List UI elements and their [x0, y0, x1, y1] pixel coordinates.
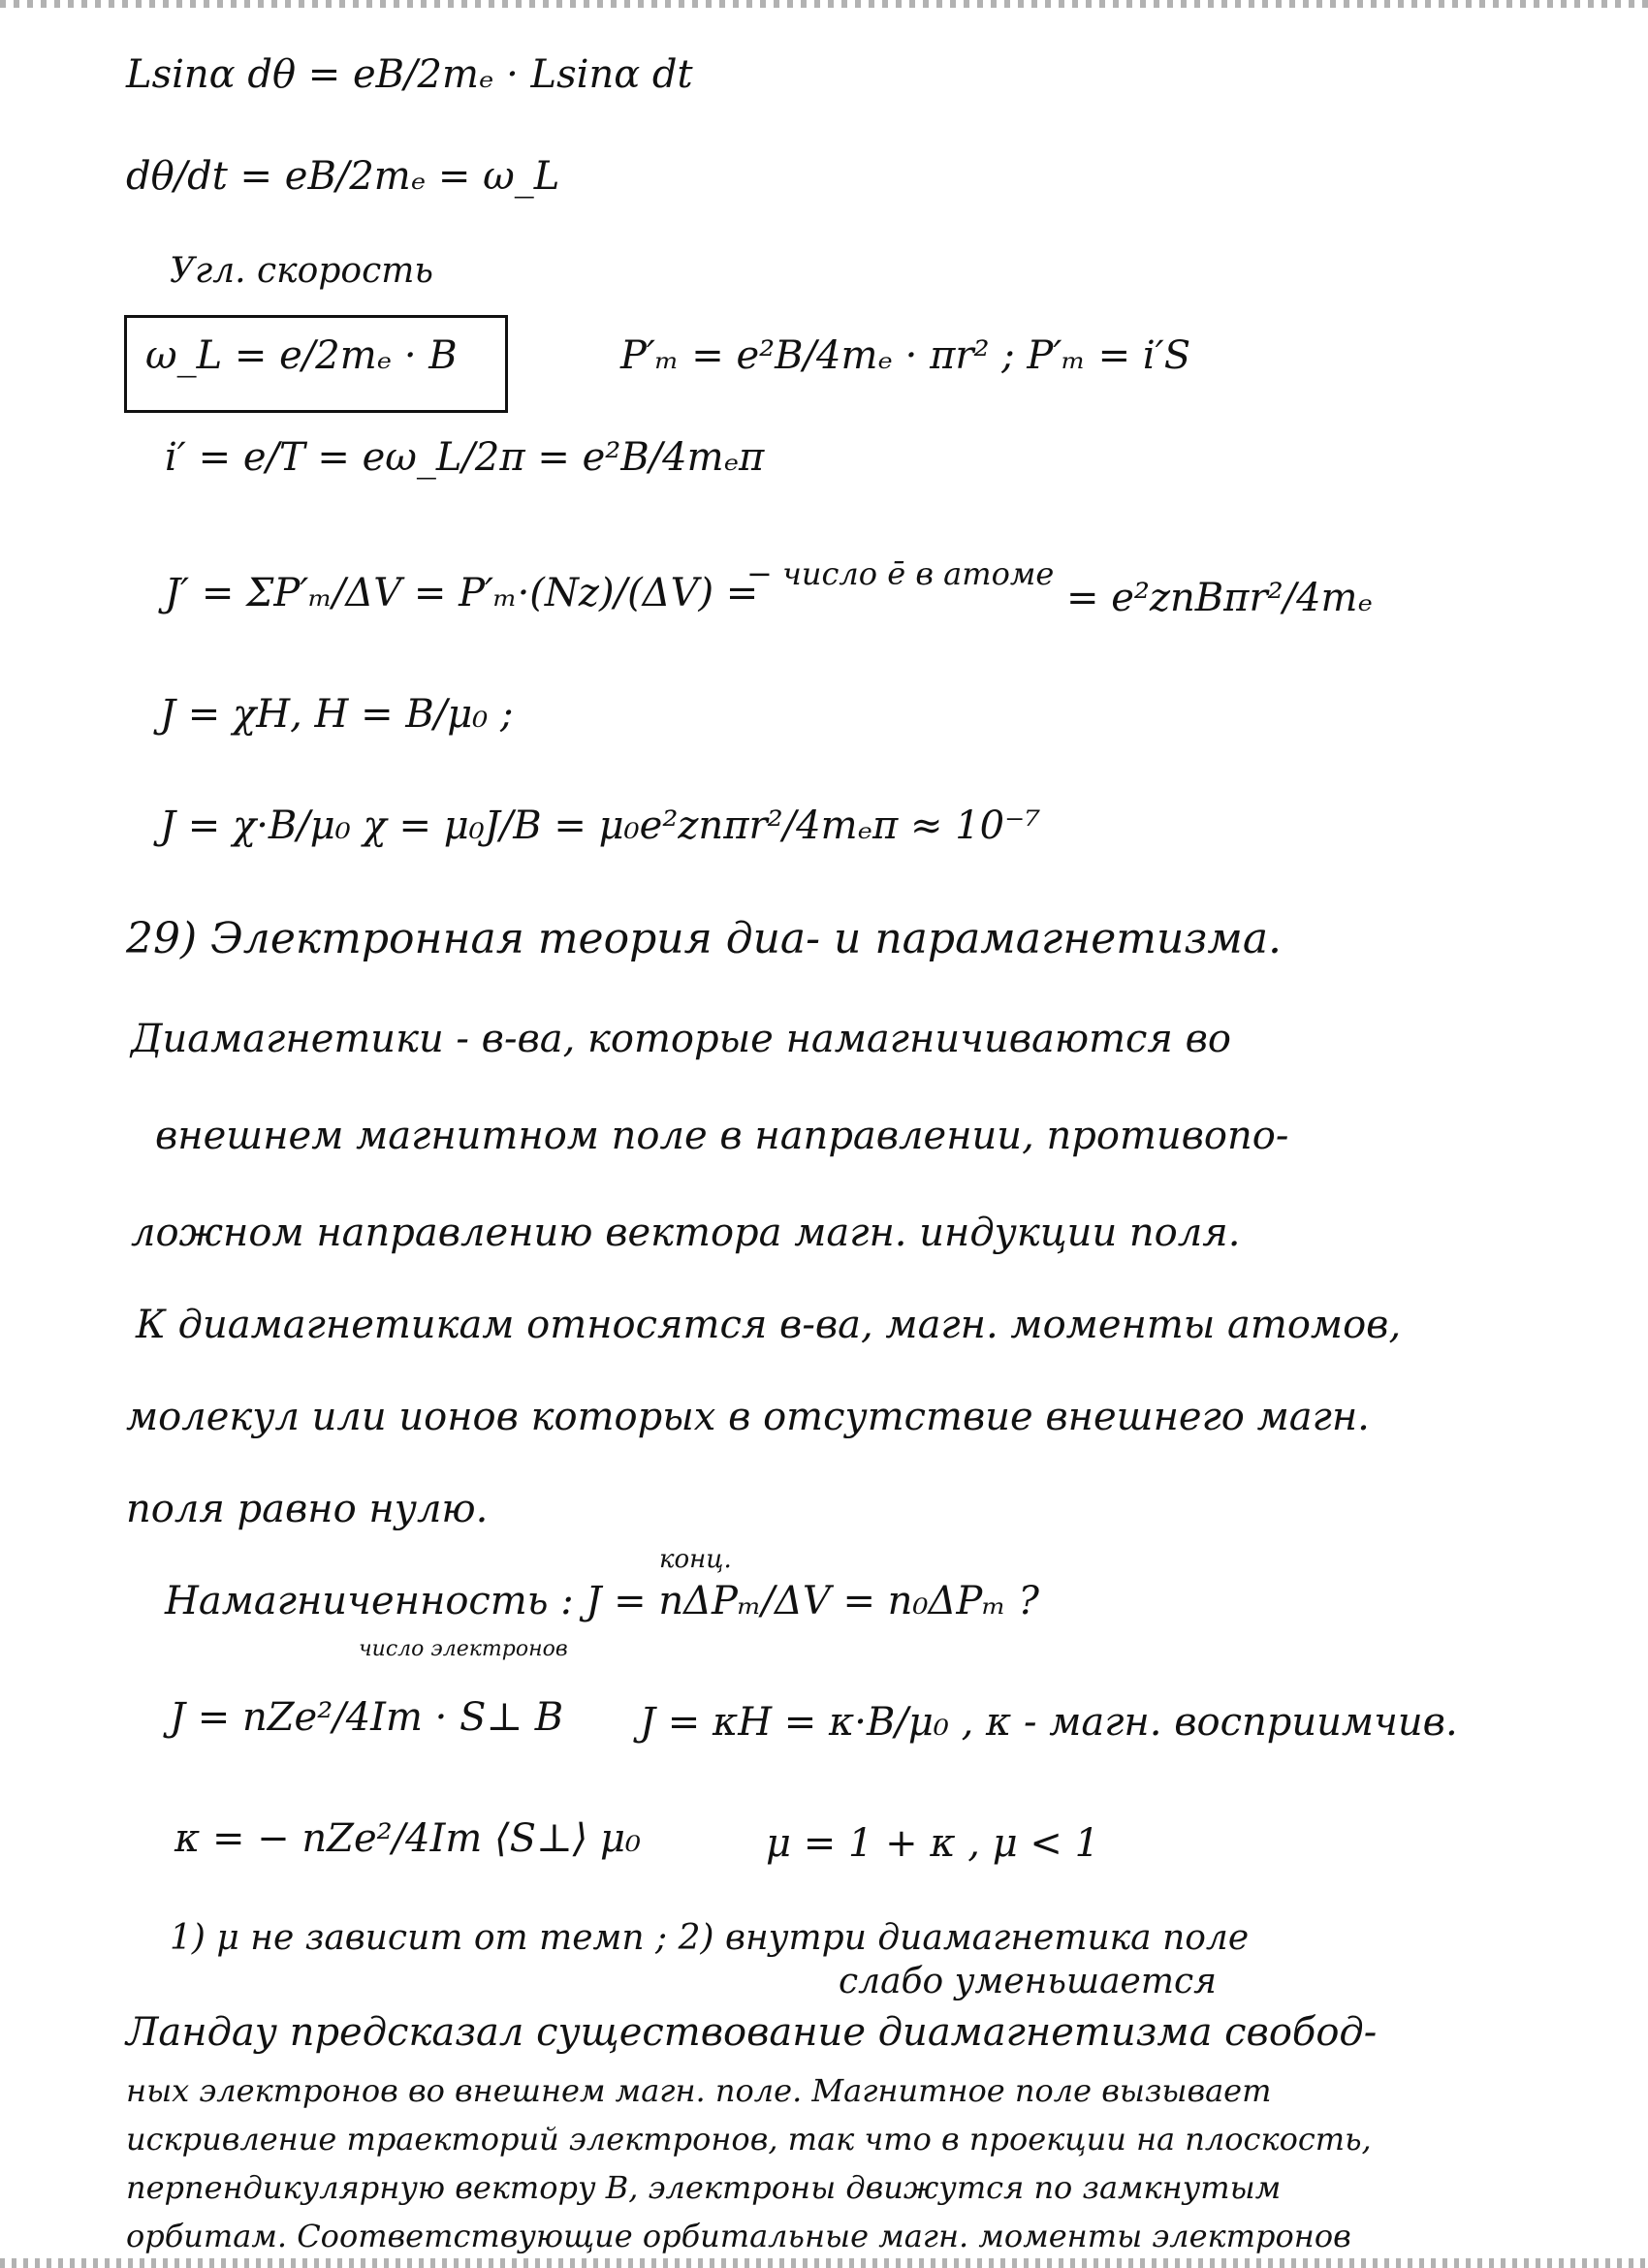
formula-line-2: dθ/dt = eB/2mₑ = ω_L — [126, 154, 560, 199]
properties-line: 1) μ не зависит от темп ; 2) внутри диамагнетика поле — [170, 1918, 1250, 1958]
text-line-6: поля равно нулю. — [126, 1487, 489, 1531]
diamagnetic-magnetization: J = nZe²/4Im · S⊥ B — [170, 1695, 564, 1740]
susceptibility-formula: κ = − nZe²/4Im ⟨S⊥⟩ μ₀ — [174, 1816, 642, 1861]
scan-edge-top — [0, 0, 1648, 8]
current-formula: i′ = e/T = eω_L/2π = e²B/4mₑπ — [165, 435, 765, 480]
angular-speed-label: Угл. скорость — [170, 251, 433, 291]
magnetic-moment-formula: P′ₘ = e²B/4mₑ · πr² ; P′ₘ = i′S — [620, 333, 1191, 378]
text-line-4: К диамагнетикам относятся в-ва, магн. моменты атомов, — [136, 1303, 1402, 1347]
magnetization-definition: Намагниченность : J = nΔPₘ/ΔV = n₀ΔPₘ ? — [165, 1579, 1039, 1623]
magnetization-formula-right: = e²znBπr²/4mₑ — [1066, 576, 1373, 620]
scan-edge-bottom — [0, 2258, 1648, 2268]
electron-count-note: − число ē в атоме — [746, 555, 1055, 592]
text-line-8: ных электронов во внешнем магн. поле. Магнитное поле вызывает — [126, 2072, 1272, 2109]
magnetization-formula-left: J′ = ΣP′ₘ/ΔV = P′ₘ·(Nz)/(ΔV) = — [165, 571, 759, 615]
text-line-2: внешнем магнитном поле в направлении, противопо- — [155, 1114, 1289, 1158]
text-line-3: ложном направлению вектора магн. индукции поля. — [131, 1211, 1241, 1255]
text-line-11: орбитам. Соответствующие орбитальные магн. моменты электронов — [126, 2218, 1351, 2254]
text-line-9: искривление траекторий электронов, так что в проекции на плоскость, — [126, 2121, 1372, 2158]
text-line-10: перпендикулярную вектору B, электроны движутся по замкнутым — [126, 2169, 1282, 2206]
formula-line-1: Lsinα dθ = eB/2mₑ · Lsinα dt — [126, 52, 693, 97]
boxed-formula: ω_L = e/2mₑ · B — [145, 333, 458, 378]
text-line-5: молекул или ионов которых в отсутствие внешнего магн. — [126, 1395, 1370, 1439]
text-line-1: Диамагнетики - в-ва, которые намагничиваются во — [131, 1017, 1231, 1061]
properties-line-cont: слабо уменьшается — [839, 1962, 1217, 2001]
electron-number-note: число электронов — [359, 1637, 568, 1661]
permeability-relation: μ = 1 + κ , μ < 1 — [766, 1821, 1100, 1866]
concentration-note: конц. — [659, 1545, 732, 1574]
susceptibility-estimate: J = χ·B/μ₀ χ = μ₀J/B = μ₀e²znπr²/4mₑπ ≈ 10⁻⁷ — [160, 803, 1041, 848]
susceptibility-relation: J = χH, H = B/μ₀ ; — [160, 692, 514, 737]
susceptibility-definition: J = κH = κ·B/μ₀ , κ - магн. восприимчив. — [640, 1700, 1458, 1745]
text-line-7: Ландау предсказал существование диамагнетизма свобод- — [126, 2010, 1378, 2055]
section-heading-29: 29) Электронная теория диа- и парамагнетизма. — [126, 914, 1283, 963]
